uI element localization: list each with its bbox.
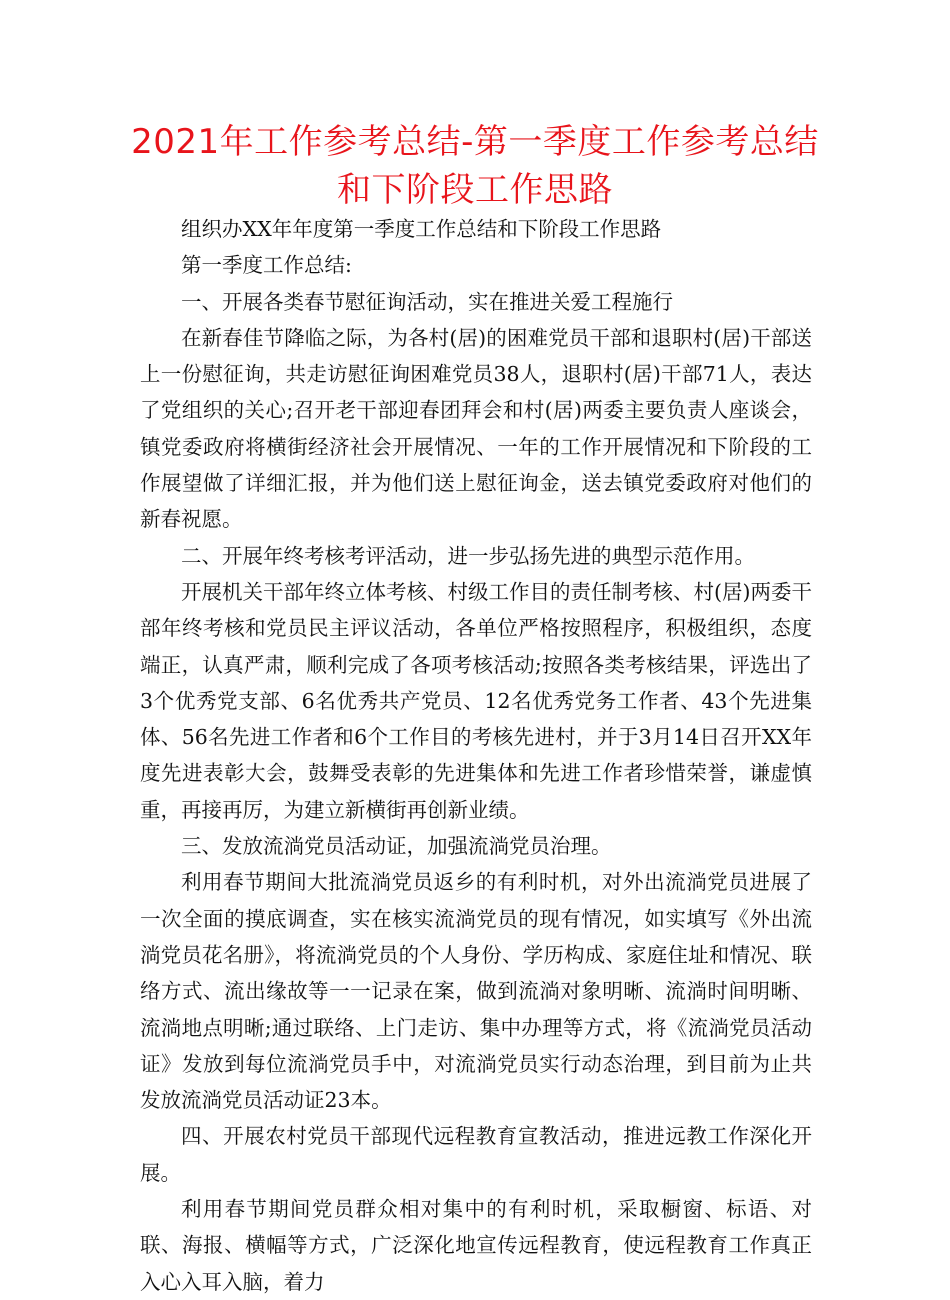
paragraph: 利用春节期间大批流淌党员返乡的有利时机，对外出流淌党员进展了一次全面的摸底调查，实在核实流淌党员的现有情况，如实填写《外出流淌党员花名册》，将流淌党员的个人身份、学历构成、家庭住址和情况、联络方式、流出缘故等一一记录在案，做到流淌对象明晰、流淌时间明晰、流淌地点明晰;通过联络、上门走访、集中办理等方式，将《流淌党员活动证》发放到每位流淌党员手中，对流淌党员实行动态治理，到目前为止共发放流淌党员活动证23本。 [140, 870, 812, 1113]
paragraph: 一、开展各类春节慰征询活动，实在推进关爱工程施行 [181, 289, 673, 314]
paragraph: 利用春节期间党员群众相对集中的有利时机，采取橱窗、标语、对联、海报、横幅等方式，广泛深化地宣传远程教育，使远程教育工作真正入心入耳入脑，着力 [140, 1197, 812, 1294]
document-body [140, 211, 812, 1300]
paragraph: 在新春佳节降临之际，为各村(居)的困难党员干部和退职村(居)干部送上一份慰征询，共走访慰征询困难党员38人，退职村(居)干部71人，表达了党组织的关心;召开老干部迎春团拜会和村(居)两委主要负责人座谈会，镇党委政府将横街经济社会开展情况、一年的工作开展情况和下阶段的工作展望做了详细汇报，并为他们送上慰征询金，送去镇党委政府对他们的新春祝愿。 [140, 325, 812, 532]
paragraph: 三、发放流淌党员活动证，加强流淌党员治理。 [181, 834, 612, 859]
paragraph: 四、开展农村党员干部现代远程教育宣教活动，推进远教工作深化开展。 [140, 1124, 812, 1185]
paragraph: 开展机关干部年终立体考核、村级工作目的责任制考核、村(居)两委干部年终考核和党员民主评议活动，各单位严格按照程序，积极组织，态度端正，认真严肃，顺利完成了各项考核活动;按照各类考核结果，评选出了3个优秀党支部、6名优秀共产党员、12名优秀党务工作者、43个先进集体、56名先进工作者和6个工作目的考核先进村，并于3月14日召开XX年度先进表彰大会，鼓舞受表彰的先进集体和先进工作者珍惜荣誉，谦虚慎重，再接再厉，为建立新横街再创新业绩。 [140, 579, 812, 822]
paragraph: 第一季度工作总结: [181, 253, 352, 278]
paragraph: 二、开展年终考核考评活动，进一步弘扬先进的典型示范作用。 [181, 543, 755, 568]
paragraph: 组织办XX年年度第一季度工作总结和下阶段工作思路 [181, 217, 662, 241]
document-title: 2021年工作参考总结-第一季度工作参考总结和下阶段工作思路 [131, 122, 819, 210]
